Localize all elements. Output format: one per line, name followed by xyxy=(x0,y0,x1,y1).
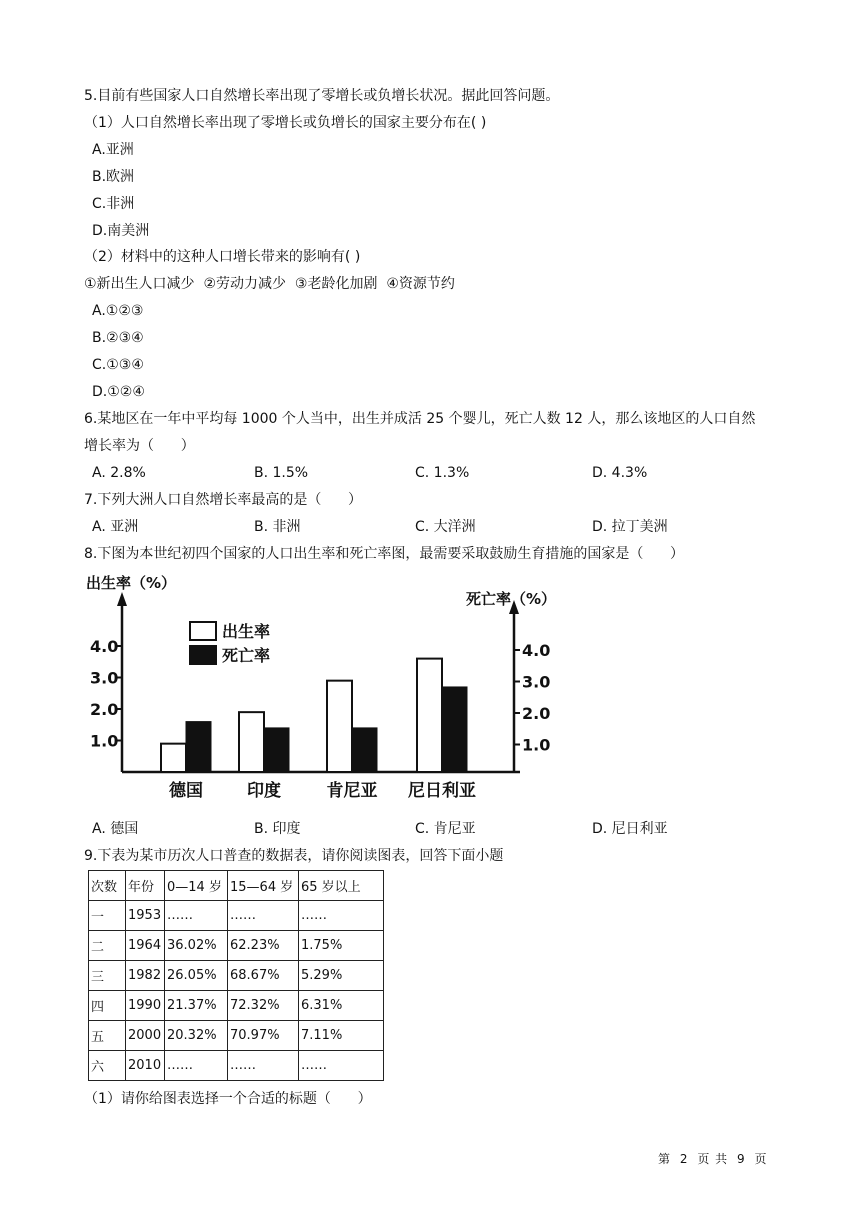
table-cell: 7.11% xyxy=(299,1021,384,1051)
right-tick-label: 3.0 xyxy=(522,672,551,692)
table-cell: 二 xyxy=(89,931,126,961)
table-row xyxy=(89,1051,384,1081)
table-row xyxy=(89,901,384,931)
q8-option-b: B. 印度 xyxy=(254,821,301,837)
q8-options xyxy=(92,819,772,839)
q5-sub1-option-d: D.南美洲 xyxy=(92,223,150,239)
q5-stem: 5.目前有些国家人口自然增长率出现了零增长或负增长状况。据此回答问题。 xyxy=(84,88,560,104)
bar-death-rate xyxy=(264,728,289,772)
table-cell: 62.23% xyxy=(228,931,299,961)
q6-options xyxy=(92,463,772,483)
table-cell: 72.32% xyxy=(228,991,299,1021)
q6-stem-line2: 增长率为（ ） xyxy=(84,438,195,454)
table-cell: 四 xyxy=(89,991,126,1021)
table-cell: …… xyxy=(299,901,384,931)
q5-sub1-option-c: C.非洲 xyxy=(92,196,135,212)
bar-death-rate xyxy=(186,722,211,772)
legend-label-death: 死亡率 xyxy=(222,646,271,665)
table-cell: 1953 xyxy=(126,901,165,931)
table-row xyxy=(89,1021,384,1051)
q5-sub2-option-d: D.①②④ xyxy=(92,384,145,400)
table-header-cell: 65 岁以上 xyxy=(299,871,384,901)
category-label: 印度 xyxy=(247,781,281,801)
legend-label-birth: 出生率 xyxy=(222,622,271,641)
right-tick-label: 2.0 xyxy=(522,704,551,723)
footer-page-number: 2 xyxy=(679,1152,689,1166)
table-cell: 1964 xyxy=(126,931,165,961)
table-cell: …… xyxy=(228,1051,299,1081)
table-row xyxy=(89,931,384,961)
table-cell: 2010 xyxy=(126,1051,165,1081)
table-header-cell: 次数 xyxy=(89,871,126,901)
q5-sub2-option-b: B.②③④ xyxy=(92,330,144,346)
q5-sub1-option-b: B.欧洲 xyxy=(92,169,135,185)
table-cell: 36.02% xyxy=(165,931,228,961)
left-tick-label: 1.0 xyxy=(90,731,119,751)
category-label: 尼日利亚 xyxy=(408,781,476,801)
table-header-cell: 0—14 岁 xyxy=(165,871,228,901)
left-tick-label: 2.0 xyxy=(90,700,119,719)
table-row xyxy=(89,991,384,1021)
q6-option-b: B. 1.5% xyxy=(254,465,309,481)
page-footer xyxy=(656,1150,769,1167)
q6-stem-line1: 6.某地区在一年中平均每 1000 个人当中，出生并成活 25 个婴儿，死亡人数 12 人，那么该地区的人口自然 xyxy=(84,411,756,427)
table-header-cell: 年份 xyxy=(126,871,165,901)
table-row xyxy=(89,961,384,991)
table-header-row xyxy=(89,871,384,901)
table-cell: …… xyxy=(165,901,228,931)
q6-option-a: A. 2.8% xyxy=(92,465,146,481)
q5-sub2-option-a: A.①②③ xyxy=(92,303,144,319)
q5-sub2-option-c: C.①③④ xyxy=(92,357,144,373)
q7-option-d: D. 拉丁美洲 xyxy=(592,519,668,535)
q7-option-b: B. 非洲 xyxy=(254,519,301,535)
q8-option-d: D. 尼日利亚 xyxy=(592,821,668,837)
table-cell: 一 xyxy=(89,901,126,931)
table-header-cell: 15—64 岁 xyxy=(228,871,299,901)
table-cell: …… xyxy=(299,1051,384,1081)
q8-option-a: A. 德国 xyxy=(92,821,139,837)
footer-total-pages: 9 xyxy=(736,1152,746,1166)
q5-sub1: （1）人口自然增长率出现了零增长或负增长的国家主要分布在( ) xyxy=(84,115,487,131)
legend-swatch-birth xyxy=(190,622,216,640)
right-axis-title: 死亡率（%） xyxy=(466,590,557,608)
q7-options xyxy=(92,517,772,537)
census-table xyxy=(88,870,384,1081)
table-cell: 68.67% xyxy=(228,961,299,991)
table-cell: 26.05% xyxy=(165,961,228,991)
bar-death-rate xyxy=(442,687,467,772)
table-cell: 21.37% xyxy=(165,991,228,1021)
q8-stem: 8.下图为本世纪初四个国家的人口出生率和死亡率图，最需要采取鼓励生育措施的国家是（ ） xyxy=(84,546,685,562)
table-cell: 70.97% xyxy=(228,1021,299,1051)
bar-birth-rate xyxy=(417,659,442,772)
category-label: 肯尼亚 xyxy=(326,781,378,801)
footer-prefix: 第 xyxy=(658,1152,672,1166)
bar-death-rate xyxy=(352,728,377,772)
table-cell: 6.31% xyxy=(299,991,384,1021)
bar-birth-rate xyxy=(161,744,186,772)
q5-sub2: （2）材料中的这种人口增长带来的影响有( ) xyxy=(84,249,361,265)
q5-sub2-items: ①新出生人口减少 ②劳动力减少 ③老龄化加剧 ④资源节约 xyxy=(84,276,455,292)
right-tick-label: 1.0 xyxy=(522,735,551,755)
footer-suffix: 页 xyxy=(754,1152,768,1166)
q7-option-a: A. 亚洲 xyxy=(92,519,139,535)
table-cell: 1990 xyxy=(126,991,165,1021)
table-cell: 三 xyxy=(89,961,126,991)
table-cell: 五 xyxy=(89,1021,126,1051)
right-tick-label: 4.0 xyxy=(522,641,551,660)
q6-option-c: C. 1.3% xyxy=(415,465,470,481)
table-cell: …… xyxy=(228,901,299,931)
q7-option-c: C. 大洋洲 xyxy=(415,519,476,535)
bar-birth-rate xyxy=(239,712,264,772)
footer-middle: 页 共 xyxy=(697,1152,729,1166)
left-axis-arrow xyxy=(117,592,127,606)
category-label: 德国 xyxy=(169,781,203,801)
table-cell: 20.32% xyxy=(165,1021,228,1051)
table-cell: 5.29% xyxy=(299,961,384,991)
q8-option-c: C. 肯尼亚 xyxy=(415,821,476,837)
left-axis-title: 出生率（%） xyxy=(86,574,177,592)
left-tick-label: 4.0 xyxy=(90,637,119,656)
q9-sub1: （1）请你给图表选择一个合适的标题（ ） xyxy=(84,1091,372,1107)
q9-stem: 9.下表为某市历次人口普查的数据表，请你阅读图表，回答下面小题 xyxy=(84,848,504,864)
q5-sub1-option-a: A.亚洲 xyxy=(92,142,134,158)
table-cell: 六 xyxy=(89,1051,126,1081)
q7-stem: 7.下列大洲人口自然增长率最高的是（ ） xyxy=(84,492,363,508)
legend-swatch-death xyxy=(190,646,216,664)
bar-birth-rate xyxy=(327,681,352,772)
table-cell: …… xyxy=(165,1051,228,1081)
left-tick-label: 3.0 xyxy=(90,668,119,688)
q6-option-d: D. 4.3% xyxy=(592,465,648,481)
birth-death-rate-chart xyxy=(84,574,584,814)
table-cell: 1.75% xyxy=(299,931,384,961)
table-cell: 1982 xyxy=(126,961,165,991)
table-cell: 2000 xyxy=(126,1021,165,1051)
